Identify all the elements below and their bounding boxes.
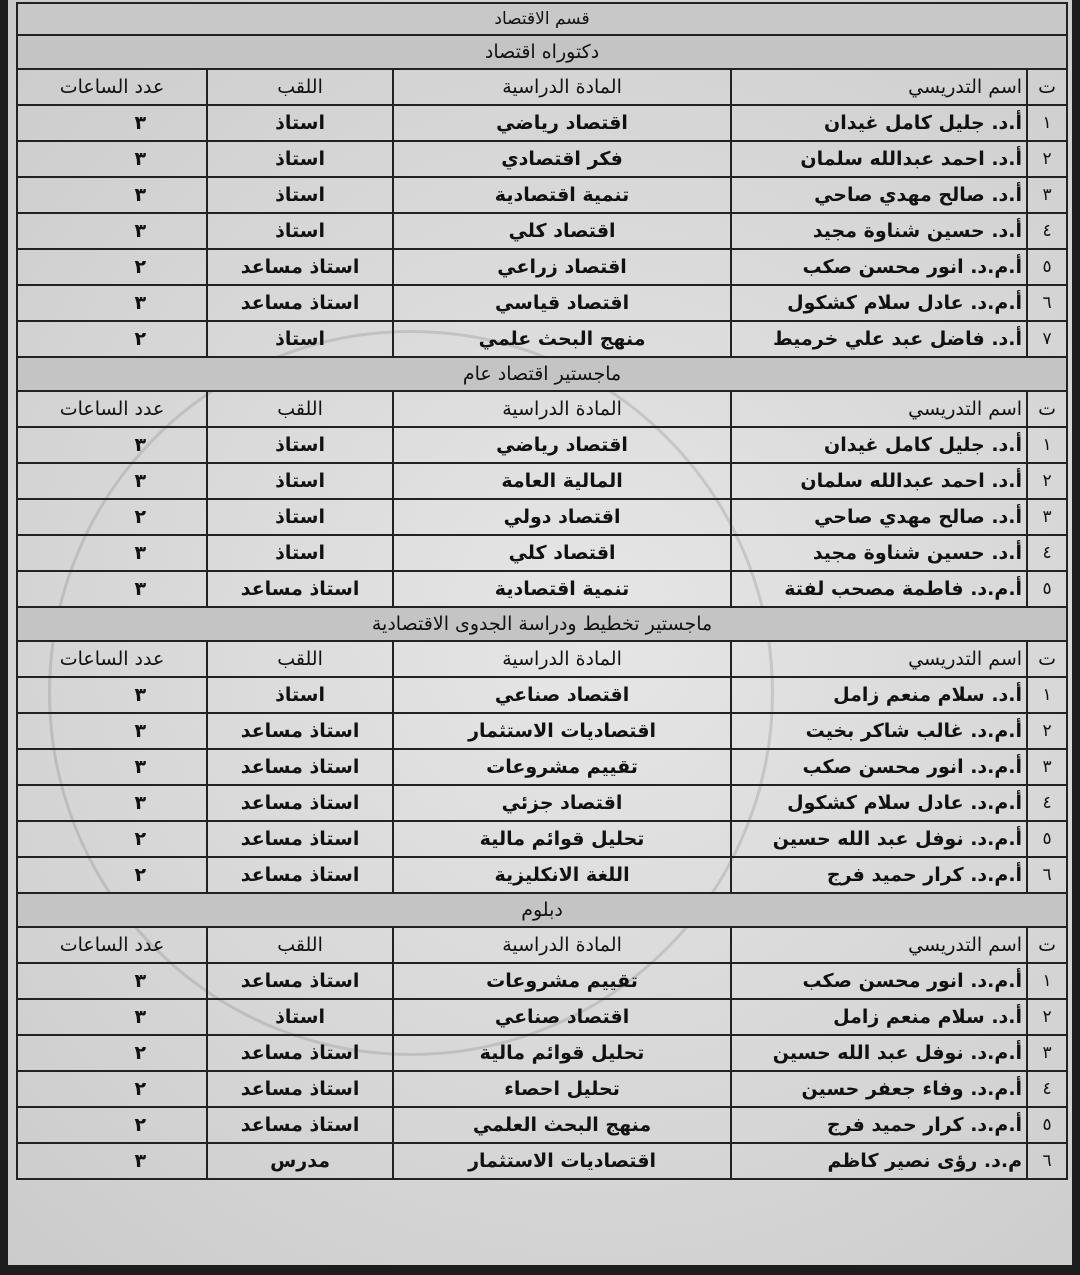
teacher-name: أ.م.د. نوفل عبد الله حسين [731, 1035, 1027, 1071]
subject-name: اقتصاد صناعي [393, 999, 731, 1035]
row-number: ٣ [1027, 177, 1067, 213]
header-name: اسم التدريسي [731, 927, 1027, 963]
subject-name: اقتصاد كلي [393, 213, 731, 249]
section-row [17, 35, 1067, 69]
hours-count: ٢ [17, 499, 207, 535]
subject-name: اقتصاد قياسي [393, 285, 731, 321]
department-title: قسم الاقتصاد [17, 3, 1067, 35]
teacher-name: أ.د. احمد عبدالله سلمان [731, 141, 1027, 177]
header-name: اسم التدريسي [731, 641, 1027, 677]
academic-title: استاذ [207, 105, 393, 141]
subject-name: منهج البحث العلمي [393, 1107, 731, 1143]
row-number: ٤ [1027, 1071, 1067, 1107]
teacher-name: أ.م.د. انور محسن صكب [731, 749, 1027, 785]
table-row [17, 249, 1067, 285]
header-num: ت [1027, 69, 1067, 105]
academic-title: استاذ [207, 141, 393, 177]
header-num: ت [1027, 927, 1067, 963]
hours-count: ٣ [17, 141, 207, 177]
section-row [17, 357, 1067, 391]
header-hours: عدد الساعات [17, 641, 207, 677]
row-number: ١ [1027, 963, 1067, 999]
academic-title: استاذ مساعد [207, 285, 393, 321]
academic-title: استاذ مساعد [207, 571, 393, 607]
hours-count: ٣ [17, 285, 207, 321]
header-name: اسم التدريسي [731, 69, 1027, 105]
teacher-name: أ.د. سلام منعم زامل [731, 677, 1027, 713]
subject-name: تحليل احصاء [393, 1071, 731, 1107]
subject-name: اقتصاد صناعي [393, 677, 731, 713]
table-row [17, 1107, 1067, 1143]
teacher-name: أ.م.د. كرار حميد فرج [731, 857, 1027, 893]
hours-count: ٣ [17, 535, 207, 571]
section-title: ماجستير تخطيط ودراسة الجدوى الاقتصادية [17, 607, 1067, 641]
header-subject: المادة الدراسية [393, 641, 731, 677]
schedule-table [16, 2, 1068, 1180]
subject-name: اقتصاد رياضي [393, 427, 731, 463]
hours-count: ٣ [17, 177, 207, 213]
table-row [17, 427, 1067, 463]
row-number: ٤ [1027, 535, 1067, 571]
row-number: ٦ [1027, 285, 1067, 321]
table-row [17, 1035, 1067, 1071]
teacher-name: أ.م.د. وفاء جعفر حسين [731, 1071, 1027, 1107]
academic-title: استاذ مساعد [207, 821, 393, 857]
table-row [17, 571, 1067, 607]
academic-title: استاذ [207, 177, 393, 213]
row-number: ٢ [1027, 141, 1067, 177]
row-number: ٤ [1027, 785, 1067, 821]
subject-name: اقتصاد كلي [393, 535, 731, 571]
academic-title: استاذ مساعد [207, 749, 393, 785]
hours-count: ٣ [17, 427, 207, 463]
subject-name: تنمية اقتصادية [393, 177, 731, 213]
row-number: ٥ [1027, 571, 1067, 607]
table-row [17, 749, 1067, 785]
subject-name: تقييم مشروعات [393, 963, 731, 999]
teacher-name: أ.د. صالح مهدي صاحي [731, 499, 1027, 535]
hours-count: ٣ [17, 713, 207, 749]
section-title: دبلوم [17, 893, 1067, 927]
teacher-name: م.د. رؤى نصير كاظم [731, 1143, 1027, 1179]
row-number: ٦ [1027, 857, 1067, 893]
academic-title: استاذ مساعد [207, 1071, 393, 1107]
academic-title: استاذ [207, 213, 393, 249]
academic-title: استاذ [207, 463, 393, 499]
row-number: ٥ [1027, 821, 1067, 857]
header-row [17, 391, 1067, 427]
table-row [17, 141, 1067, 177]
header-num: ت [1027, 641, 1067, 677]
teacher-name: أ.د. احمد عبدالله سلمان [731, 463, 1027, 499]
header-row [17, 927, 1067, 963]
hours-count: ٣ [17, 213, 207, 249]
subject-name: اقتصاد زراعي [393, 249, 731, 285]
header-num: ت [1027, 391, 1067, 427]
table-row [17, 677, 1067, 713]
row-number: ١ [1027, 427, 1067, 463]
row-number: ١ [1027, 105, 1067, 141]
subject-name: اقتصاديات الاستثمار [393, 1143, 731, 1179]
teacher-name: أ.م.د. فاطمة مصحب لفتة [731, 571, 1027, 607]
subject-name: اقتصاد جزئي [393, 785, 731, 821]
teacher-name: أ.م.د. عادل سلام كشكول [731, 285, 1027, 321]
academic-title: استاذ [207, 999, 393, 1035]
section-row [17, 893, 1067, 927]
header-title: اللقب [207, 69, 393, 105]
academic-title: استاذ مساعد [207, 857, 393, 893]
table-row [17, 963, 1067, 999]
hours-count: ٣ [17, 677, 207, 713]
teacher-name: أ.د. حسين شناوة مجيد [731, 535, 1027, 571]
section-title: ماجستير اقتصاد عام [17, 357, 1067, 391]
hours-count: ٣ [17, 463, 207, 499]
hours-count: ٣ [17, 785, 207, 821]
row-number: ٦ [1027, 1143, 1067, 1179]
table-row [17, 285, 1067, 321]
subject-name: المالية العامة [393, 463, 731, 499]
header-hours: عدد الساعات [17, 391, 207, 427]
hours-count: ٢ [17, 857, 207, 893]
teacher-name: أ.م.د. انور محسن صكب [731, 249, 1027, 285]
table-row [17, 713, 1067, 749]
table-row [17, 213, 1067, 249]
academic-title: مدرس [207, 1143, 393, 1179]
header-subject: المادة الدراسية [393, 69, 731, 105]
academic-title: استاذ [207, 321, 393, 357]
teacher-name: أ.د. جليل كامل غيدان [731, 427, 1027, 463]
subject-name: اللغة الانكليزية [393, 857, 731, 893]
header-subject: المادة الدراسية [393, 391, 731, 427]
table-row [17, 535, 1067, 571]
table-row [17, 177, 1067, 213]
teacher-name: أ.م.د. انور محسن صكب [731, 963, 1027, 999]
academic-title: استاذ [207, 499, 393, 535]
teacher-name: أ.م.د. نوفل عبد الله حسين [731, 821, 1027, 857]
table-row [17, 857, 1067, 893]
teacher-name: أ.د. حسين شناوة مجيد [731, 213, 1027, 249]
subject-name: تقييم مشروعات [393, 749, 731, 785]
row-number: ٣ [1027, 1035, 1067, 1071]
document-sheet [8, 0, 1072, 1265]
teacher-name: أ.م.د. غالب شاكر بخيت [731, 713, 1027, 749]
section-title: دكتوراه اقتصاد [17, 35, 1067, 69]
header-name: اسم التدريسي [731, 391, 1027, 427]
row-number: ٥ [1027, 249, 1067, 285]
row-number: ١ [1027, 677, 1067, 713]
academic-title: استاذ [207, 535, 393, 571]
header-title: اللقب [207, 391, 393, 427]
row-number: ٢ [1027, 713, 1067, 749]
row-number: ٤ [1027, 213, 1067, 249]
teacher-name: أ.د. صالح مهدي صاحي [731, 177, 1027, 213]
row-number: ٣ [1027, 749, 1067, 785]
academic-title: استاذ [207, 677, 393, 713]
department-row [17, 3, 1067, 35]
table-row [17, 821, 1067, 857]
subject-name: اقتصاد دولي [393, 499, 731, 535]
header-hours: عدد الساعات [17, 927, 207, 963]
header-row [17, 641, 1067, 677]
row-number: ٢ [1027, 463, 1067, 499]
row-number: ٧ [1027, 321, 1067, 357]
header-title: اللقب [207, 641, 393, 677]
hours-count: ٢ [17, 1035, 207, 1071]
teacher-name: أ.د. فاضل عبد علي خرميط [731, 321, 1027, 357]
table-row [17, 105, 1067, 141]
hours-count: ٣ [17, 999, 207, 1035]
row-number: ٣ [1027, 499, 1067, 535]
academic-title: استاذ مساعد [207, 1035, 393, 1071]
table-row [17, 999, 1067, 1035]
hours-count: ٢ [17, 321, 207, 357]
header-row [17, 69, 1067, 105]
academic-title: استاذ مساعد [207, 785, 393, 821]
subject-name: تحليل قوائم مالية [393, 821, 731, 857]
row-number: ٢ [1027, 999, 1067, 1035]
header-title: اللقب [207, 927, 393, 963]
academic-title: استاذ مساعد [207, 713, 393, 749]
table-row [17, 321, 1067, 357]
schedule-body [17, 3, 1067, 1179]
hours-count: ٣ [17, 1143, 207, 1179]
hours-count: ٢ [17, 821, 207, 857]
header-subject: المادة الدراسية [393, 927, 731, 963]
academic-title: استاذ مساعد [207, 249, 393, 285]
subject-name: تحليل قوائم مالية [393, 1035, 731, 1071]
hours-count: ٢ [17, 1071, 207, 1107]
subject-name: تنمية اقتصادية [393, 571, 731, 607]
subject-name: اقتصاد رياضي [393, 105, 731, 141]
teacher-name: أ.م.د. كرار حميد فرج [731, 1107, 1027, 1143]
teacher-name: أ.م.د. عادل سلام كشكول [731, 785, 1027, 821]
subject-name: اقتصاديات الاستثمار [393, 713, 731, 749]
section-row [17, 607, 1067, 641]
table-row [17, 1143, 1067, 1179]
teacher-name: أ.د. سلام منعم زامل [731, 999, 1027, 1035]
table-row [17, 1071, 1067, 1107]
academic-title: استاذ مساعد [207, 1107, 393, 1143]
table-row [17, 499, 1067, 535]
hours-count: ٣ [17, 963, 207, 999]
hours-count: ٣ [17, 105, 207, 141]
hours-count: ٢ [17, 249, 207, 285]
subject-name: منهج البحث علمي [393, 321, 731, 357]
table-row [17, 785, 1067, 821]
teacher-name: أ.د. جليل كامل غيدان [731, 105, 1027, 141]
table-row [17, 463, 1067, 499]
subject-name: فكر اقتصادي [393, 141, 731, 177]
hours-count: ٣ [17, 749, 207, 785]
academic-title: استاذ [207, 427, 393, 463]
row-number: ٥ [1027, 1107, 1067, 1143]
hours-count: ٣ [17, 571, 207, 607]
header-hours: عدد الساعات [17, 69, 207, 105]
hours-count: ٢ [17, 1107, 207, 1143]
academic-title: استاذ مساعد [207, 963, 393, 999]
